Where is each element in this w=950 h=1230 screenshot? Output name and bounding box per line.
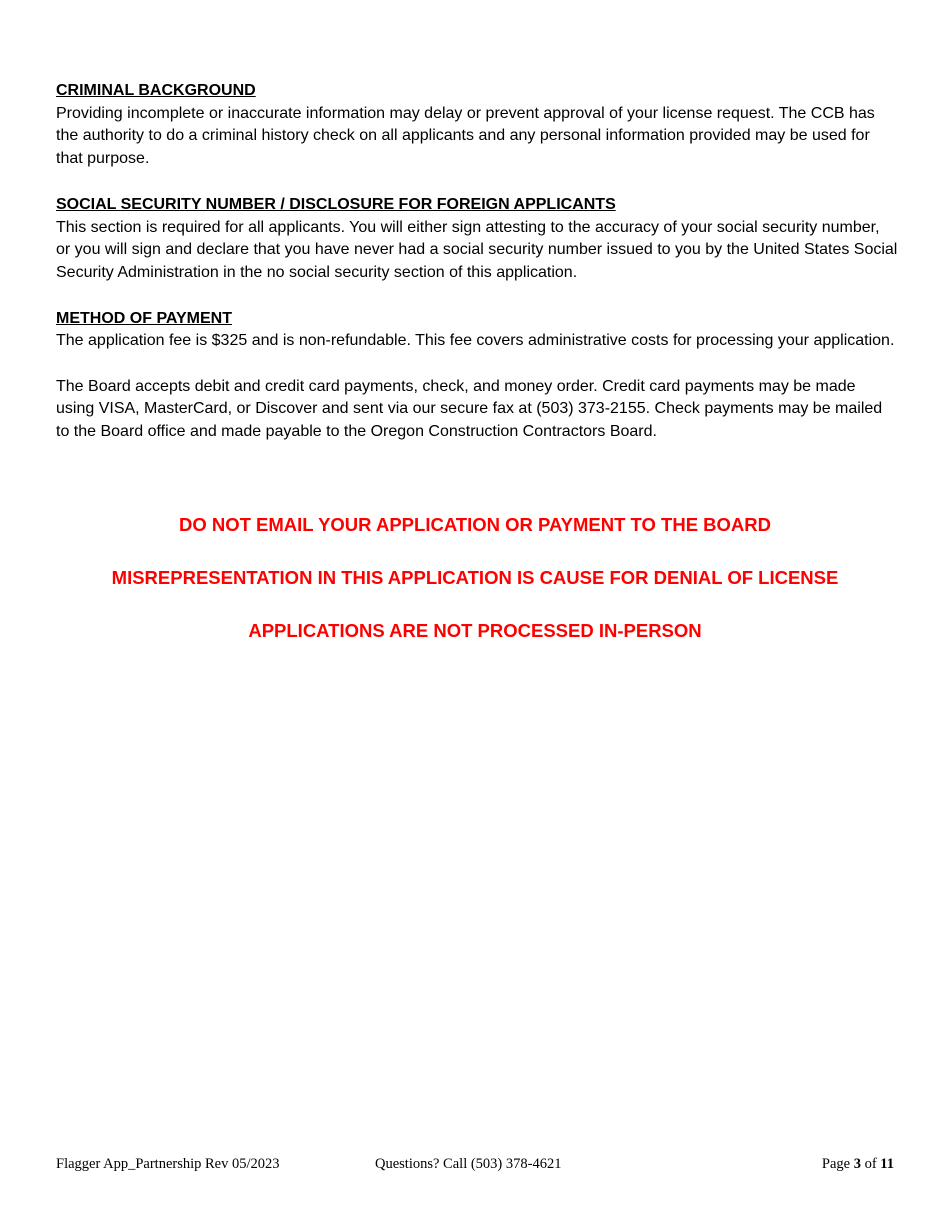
footer-page-number	[822, 1156, 894, 1173]
section-heading: SOCIAL SECURITY NUMBER / DISCLOSURE FOR FOREIGN APPLICANTS	[56, 195, 616, 213]
section-heading: CRIMINAL BACKGROUND	[56, 82, 256, 99]
warning-notices	[0, 510, 950, 669]
section-paragraph: This section is required for all applicants. You will either sign attesting to the accuracy of your social security number, or you will sign and declare that you have never had a social security number issued to you by the United States Social Security Administration in the no social security section of this application.	[56, 218, 898, 281]
page-footer	[56, 1156, 894, 1176]
section-paragraph: The Board accepts debit and credit card payments, check, and money order. Credit card payments may be made using VISA, MasterCard, or Discover and sent via our secure fax at (503) 373-2155. Check payments may be mailed to the Board office and made payable to the Oregon Construction Contractors Board.	[56, 377, 883, 441]
notice-misrepresentation: MISREPRESENTATION IN THIS APPLICATION IS CAUSE FOR DENIAL OF LICENSE	[111, 567, 839, 588]
section-social-security	[56, 194, 898, 285]
section-paragraph: The application fee is $325 and is non-refundable. This fee covers administrative costs for processing your application.	[56, 332, 895, 350]
page-current: 3	[853, 1156, 861, 1172]
section-paragraph: Providing incomplete or inaccurate information may delay or prevent approval of your license request. The CCB has the authority to do a criminal history check on all applicants and any personal information provided may be used for that purpose.	[56, 104, 875, 168]
notice-no-in-person: APPLICATIONS ARE NOT PROCESSED IN-PERSON	[248, 620, 702, 641]
footer-questions: Questions? Call (503) 378-4621	[375, 1156, 562, 1172]
section-method-of-payment	[56, 308, 898, 444]
page-prefix: Page	[821, 1156, 851, 1172]
footer-form-id: Flagger App_Partnership Rev 05/2023	[56, 1156, 280, 1172]
section-heading: METHOD OF PAYMENT	[56, 309, 233, 327]
section-criminal-background	[56, 80, 898, 171]
notice-no-email: DO NOT EMAIL YOUR APPLICATION OR PAYMENT TO THE BOARD	[178, 514, 772, 535]
page-of: of	[864, 1156, 877, 1172]
page-total: 11	[880, 1156, 894, 1172]
document-body	[56, 80, 898, 467]
